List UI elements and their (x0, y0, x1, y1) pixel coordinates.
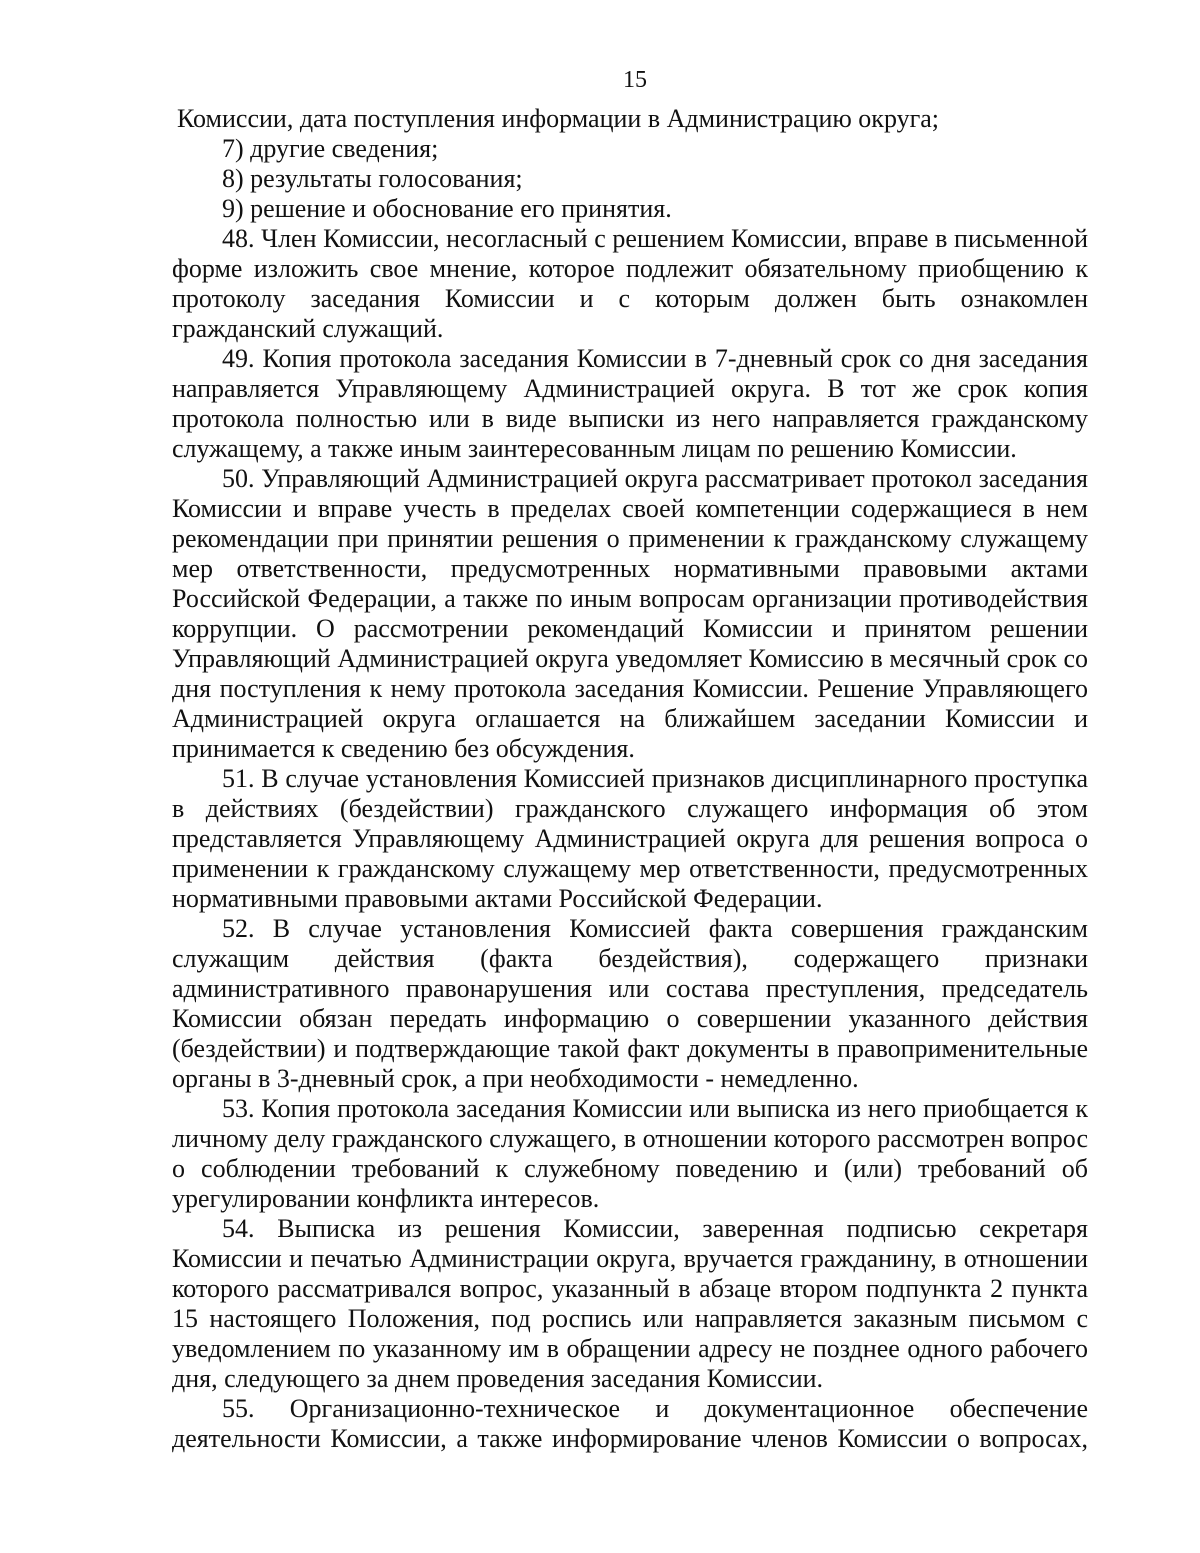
list-item-7: 7) другие сведения; (222, 134, 439, 163)
clause-51: 51. В случае установления Комиссией признаков дисциплинарного проступка в действиях (бездействии) гражданского служащего информация об этом представляется Управляющему Администрацией округа для решения вопроса о применении к гражданскому служащему мер ответственности, предусмотренных нормативными правовыми актами Российской Федерации. (172, 764, 1088, 913)
clause-48: 48. Член Комиссии, несогласный с решением Комиссии, вправе в письменной форме изложить свое мнение, которое подлежит обязательному приобщению к протоколу заседания Комиссии и с которым должен быть ознакомлен гражданский служащий. (172, 224, 1088, 343)
clause-55: 55. Организационно-техническое и документационное обеспечение деятельности Комиссии, а также информирование членов Комиссии о вопросах, (172, 1394, 1088, 1453)
list-item-8: 8) результаты голосования; (222, 164, 523, 193)
clause-50: 50. Управляющий Администрацией округа рассматривает протокол заседания Комиссии и вправе учесть в пределах своей компетенции содержащиеся в нем рекомендации при принятии решения о применении к гражданскому служащему мер ответственности, предусмотренных нормативными правовыми актами Российской Федерации, а также по иным вопросам организации противодействия коррупции. О рассмотрении рекомендаций Комиссии и принятом решении Управляющий Администрацией округа уведомляет Комиссию в месячный срок со дня поступления к нему протокола заседания Комиссии. Решение Управляющего Администрацией округа оглашается на ближайшем заседании Комиссии и принимается к сведению без обсуждения. (172, 464, 1088, 763)
clause-52: 52. В случае установления Комиссией факта совершения гражданским служащим действия (факта бездействия), содержащего признаки административного правонарушения или состава преступления, председатель Комиссии обязан передать информацию о совершении указанного действия (бездействии) и подтверждающие такой факт документы в правоприменительные органы в 3-дневный срок, а при необходимости - немедленно. (172, 914, 1088, 1093)
page-number: 15 (623, 67, 647, 93)
document-body (172, 104, 1088, 1454)
list-item-9: 9) решение и обоснование его принятия. (222, 194, 672, 223)
clause-53: 53. Копия протокола заседания Комиссии или выписка из него приобщается к личному делу гражданского служащего, в отношении которого рассмотрен вопрос о соблюдении требований к служебному поведению и (или) требований об урегулировании конфликта интересов. (172, 1094, 1088, 1213)
clause-54: 54. Выписка из решения Комиссии, заверенная подписью секретаря Комиссии и печатью Администрации округа, вручается гражданину, в отношении которого рассматривался вопрос, указанный в абзаце втором подпункта 2 пункта 15 настоящего Положения, под роспись или направляется заказным письмом с уведомлением по указанному им в обращении адресу не позднее одного рабочего дня, следующего за днем проведения заседания Комиссии. (172, 1214, 1088, 1393)
clause-49: 49. Копия протокола заседания Комиссии в 7-дневный срок со дня заседания направляется Управляющему Администрацией округа. В тот же срок копия протокола полностью или в виде выписки из него направляется гражданскому служащему, а также иным заинтересованным лицам по решению Комиссии. (172, 344, 1088, 463)
paragraph-continuation: Комиссии, дата поступления информации в Администрацию округа; (177, 104, 940, 133)
